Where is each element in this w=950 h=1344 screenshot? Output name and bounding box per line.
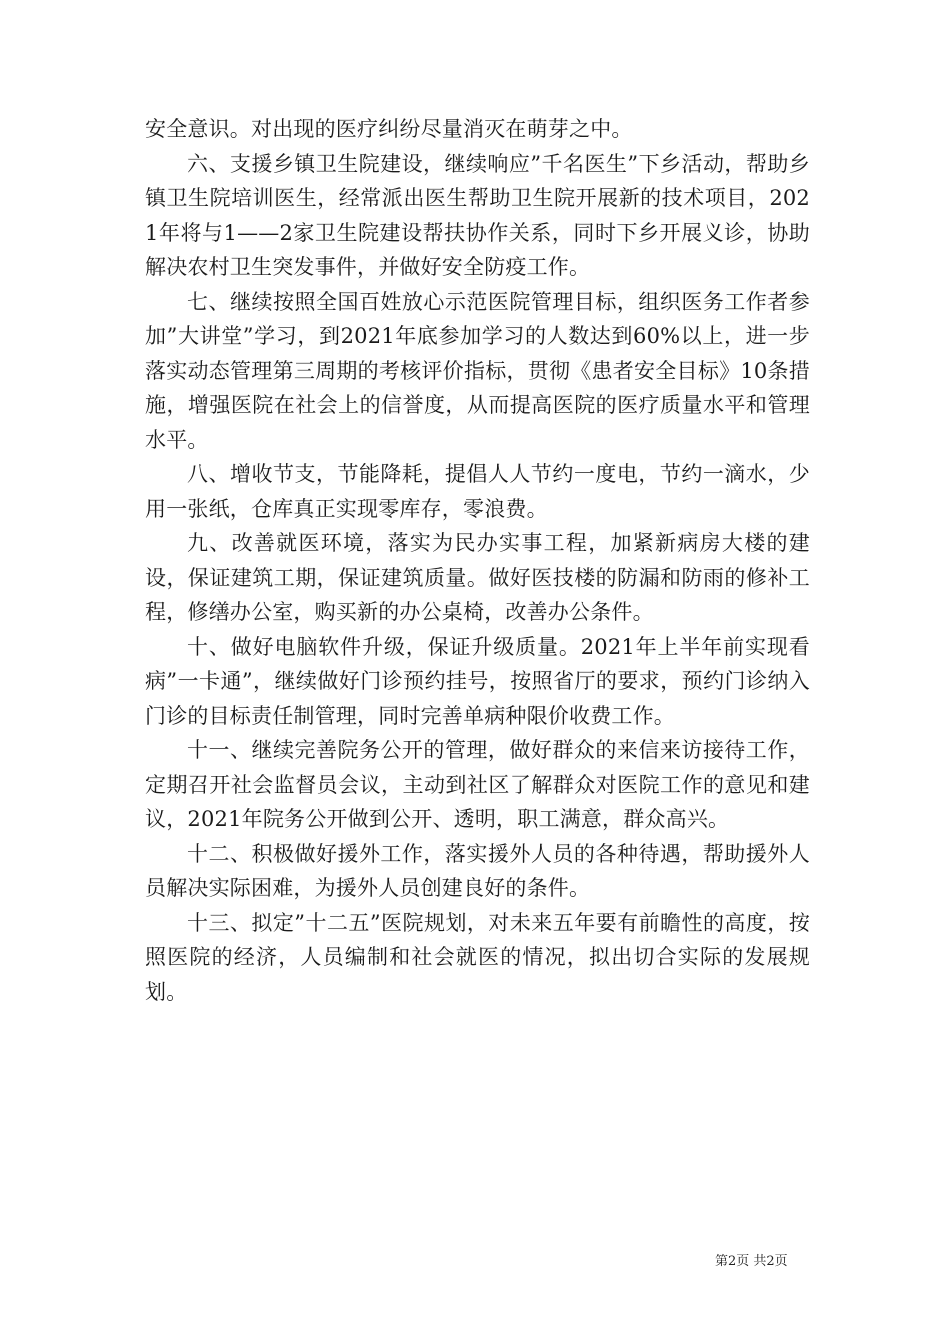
paragraph-item-6: 六、支援乡镇卫生院建设，继续响应”千名医生”下乡活动，帮助乡镇卫生院培训医生，经常派出医生帮助卫生院开展新的技术项目，2021年将与1——2家卫生院建设帮扶协作关系，同时下乡开展义诊，协助解决农村卫生突发事件，并做好安全防疫工作。: [145, 151, 810, 279]
paragraph-continuation: 安全意识。对出现的医疗纠纷尽量消灭在萌芽之中。: [145, 117, 633, 141]
paragraph-item-9: 九、改善就医环境，落实为民办实事工程，加紧新病房大楼的建设，保证建筑工期，保证建筑质量。做好医技楼的防漏和防雨的修补工程，修缮办公室，购买新的办公桌椅，改善办公条件。: [145, 531, 810, 624]
paragraph-item-13: 十三、拟定”十二五”医院规划，对未来五年要有前瞻性的高度，按照医院的经济，人员编制和社会就医的情况，拟出切合实际的发展规划。: [145, 910, 810, 1004]
paragraph-item-8: 八、增收节支，节能降耗，提倡人人节约一度电，节约一滴水，少用一张纸，仓库真正实现零库存，零浪费。: [145, 462, 810, 521]
paragraph-item-11: 十一、继续完善院务公开的管理，做好群众的来信来访接待工作，定期召开社会监督员会议，主动到社区了解群众对医院工作的意见和建议，2021年院务公开做到公开、透明，职工满意，群众高兴。: [145, 738, 810, 831]
paragraph-item-12: 十二、积极做好援外工作，落实援外人员的各种待遇，帮助援外人员解决实际困难，为援外人员创建良好的条件。: [145, 841, 810, 900]
paragraph-item-10: 十、做好电脑软件升级，保证升级质量。2021年上半年前实现看病”一卡通”，继续做好门诊预约挂号，按照省厅的要求，预约门诊纳入门诊的目标责任制管理，同时完善单病种限价收费工作。: [145, 634, 810, 728]
paragraph-item-7: 七、继续按照全国百姓放心示范医院管理目标，组织医务工作者参加”大讲堂”学习，到2021年底参加学习的人数达到60%以上，进一步落实动态管理第三周期的考核评价指标，贯彻《患者安全目标》10条措施，增强医院在社会上的信誉度，从而提高医院的医疗质量水平和管理水平。: [145, 289, 810, 452]
page-number-footer: 第2页 共2页: [715, 1254, 788, 1269]
document-body: [145, 112, 810, 1009]
